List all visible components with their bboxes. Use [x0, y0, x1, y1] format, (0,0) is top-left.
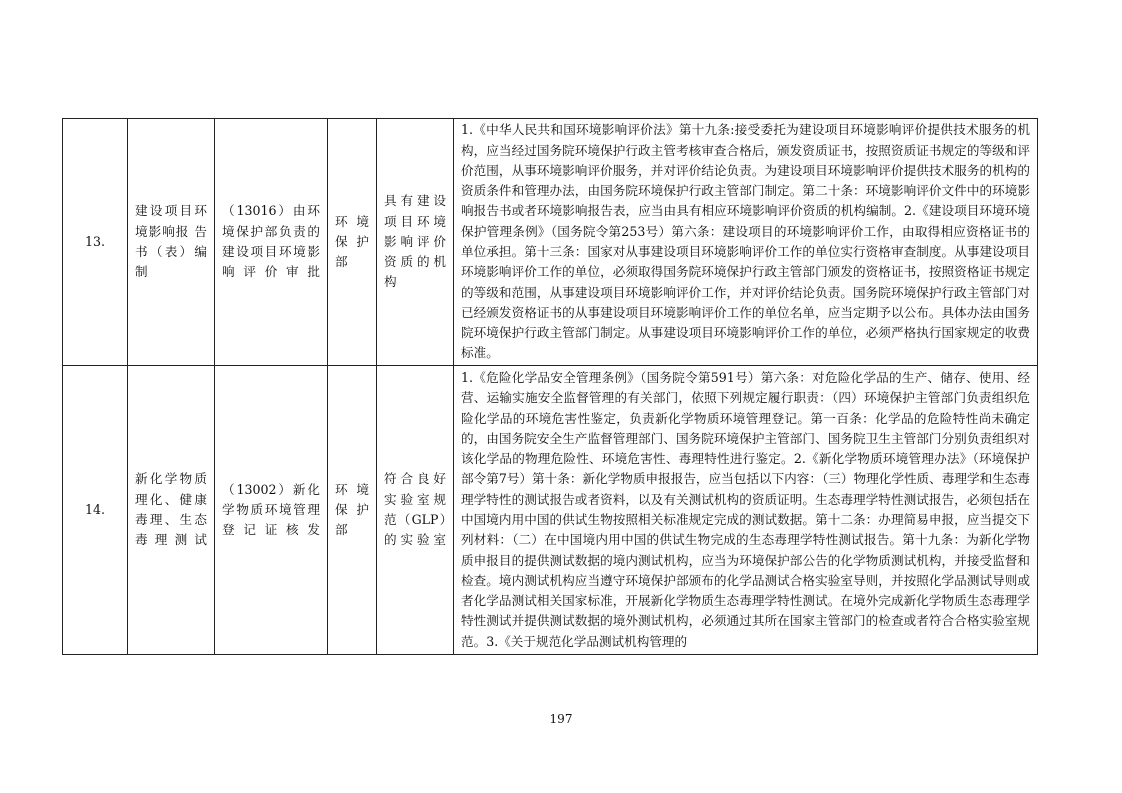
row-number: 14. [63, 366, 128, 655]
table-row [63, 366, 1038, 655]
legal-basis: 1.《中华人民共和国环境影响评价法》第十九条:接受委托为建设项目环境影响评价提供技术服务的机构，应当经过国务院环境保护行政主管考核审查合格后，颁发资质证书，按照资质证书规定的等级和评价范围，从事环境影响评价服务，并对评价结论负责。为建设项目环境影响评价提供技术服务的机构的资质条件和管理办法，由国务院环境保护行政主管部门制定。第二十条：环境影响评价文件中的环境影响报告书或者环境影响报告表，应当由具有相应环境影响评价资质的机构编制。2.《建设项目环境环境保护管理条例》（国务院令第253号）第六条：建设项目的环境影响评价工作，由取得相应资格证书的单位承担。第十三条：国家对从事建设项目环境影响评价工作的单位实行资格审查制度。从事建设项目环境影响评价工作的单位，必须取得国务院环境保护行政主管部门颁发的资格证书，按照资格证书规定的等级和范围，从事建设项目环境影响评价工作，并对评价结论负责。国务院环境保护行政主管部门对已经颁发资格证书的从事建设项目环境影响评价工作的单位名单，应当定期予以公布。具体办法由国务院环境保护行政主管部门制定。从事建设项目环境影响评价工作的单位，必须严格执行国家规定的收费标准。 [454, 119, 1038, 366]
related-approval: （13016）由环境保护部负责的建设项目环境影响评价审批 [215, 119, 328, 366]
department: 环 境保 护部 [328, 366, 377, 655]
service-item: 新化学物质理化、健康毒理、生态毒理测试 [128, 366, 215, 655]
row-number: 13. [63, 119, 128, 366]
qualification: 具有建设项目环境影响评价资质的机构 [377, 119, 454, 366]
service-item: 建设项目环境影响报 告 书（表）编制 [128, 119, 215, 366]
related-approval: （13002）新化学物质环境管理登记证核发 [215, 366, 328, 655]
table-row [63, 119, 1038, 366]
department: 环 境保 护部 [328, 119, 377, 366]
legal-basis: 1.《危险化学品安全管理条例》（国务院令第591号）第六条：对危险化学品的生产、储存、使用、经营、运输实施安全监督管理的有关部门，依照下列规定履行职责：（四）环境保护主管部门负责组织危险化学品的环境危害性鉴定，负责新化学物质环境管理登记。第一百条：化学品的危险特性尚未确定的，由国务院安全生产监督管理部门、国务院环境保护主管部门、国务院卫生主管部门分别负责组织对该化学品的物理危险性、环境危害性、毒理特性进行鉴定。2.《新化学物质环境管理办法》（环境保护部令第7号）第十条：新化学物质申报报告，应当包括以下内容：（三）物理化学性质、毒理学和生态毒理学特性的测试报告或者资料，以及有关测试机构的资质证明。生态毒理学特性测试报告，必须包括在中国境内用中国的供试生物按照相关标准规定完成的测试数据。第十二条：办理简易申报，应当提交下列材料：（二）在中国境内用中国的供试生物完成的生态毒理学特性测试报告。第十九条：为新化学物质申报目的提供测试数据的境内测试机构，应当为环境保护部公告的化学物质测试机构，并接受监督和检查。境内测试机构应当遵守环境保护部颁布的化学品测试合格实验室导则，并按照化学品测试导则或者化学品测试相关国家标准，开展新化学物质生态毒理学特性测试。在境外完成新化学物质生态毒理学特性测试并提供测试数据的境外测试机构，必须通过其所在国家主管部门的检查或者符合合格实验室规范。3.《关于规范化学品测试机构管理的 [454, 366, 1038, 655]
regulation-table [62, 118, 1038, 655]
qualification: 符合良好实验室规范（GLP）的实验室 [377, 366, 454, 655]
page-number: 197 [549, 712, 573, 726]
